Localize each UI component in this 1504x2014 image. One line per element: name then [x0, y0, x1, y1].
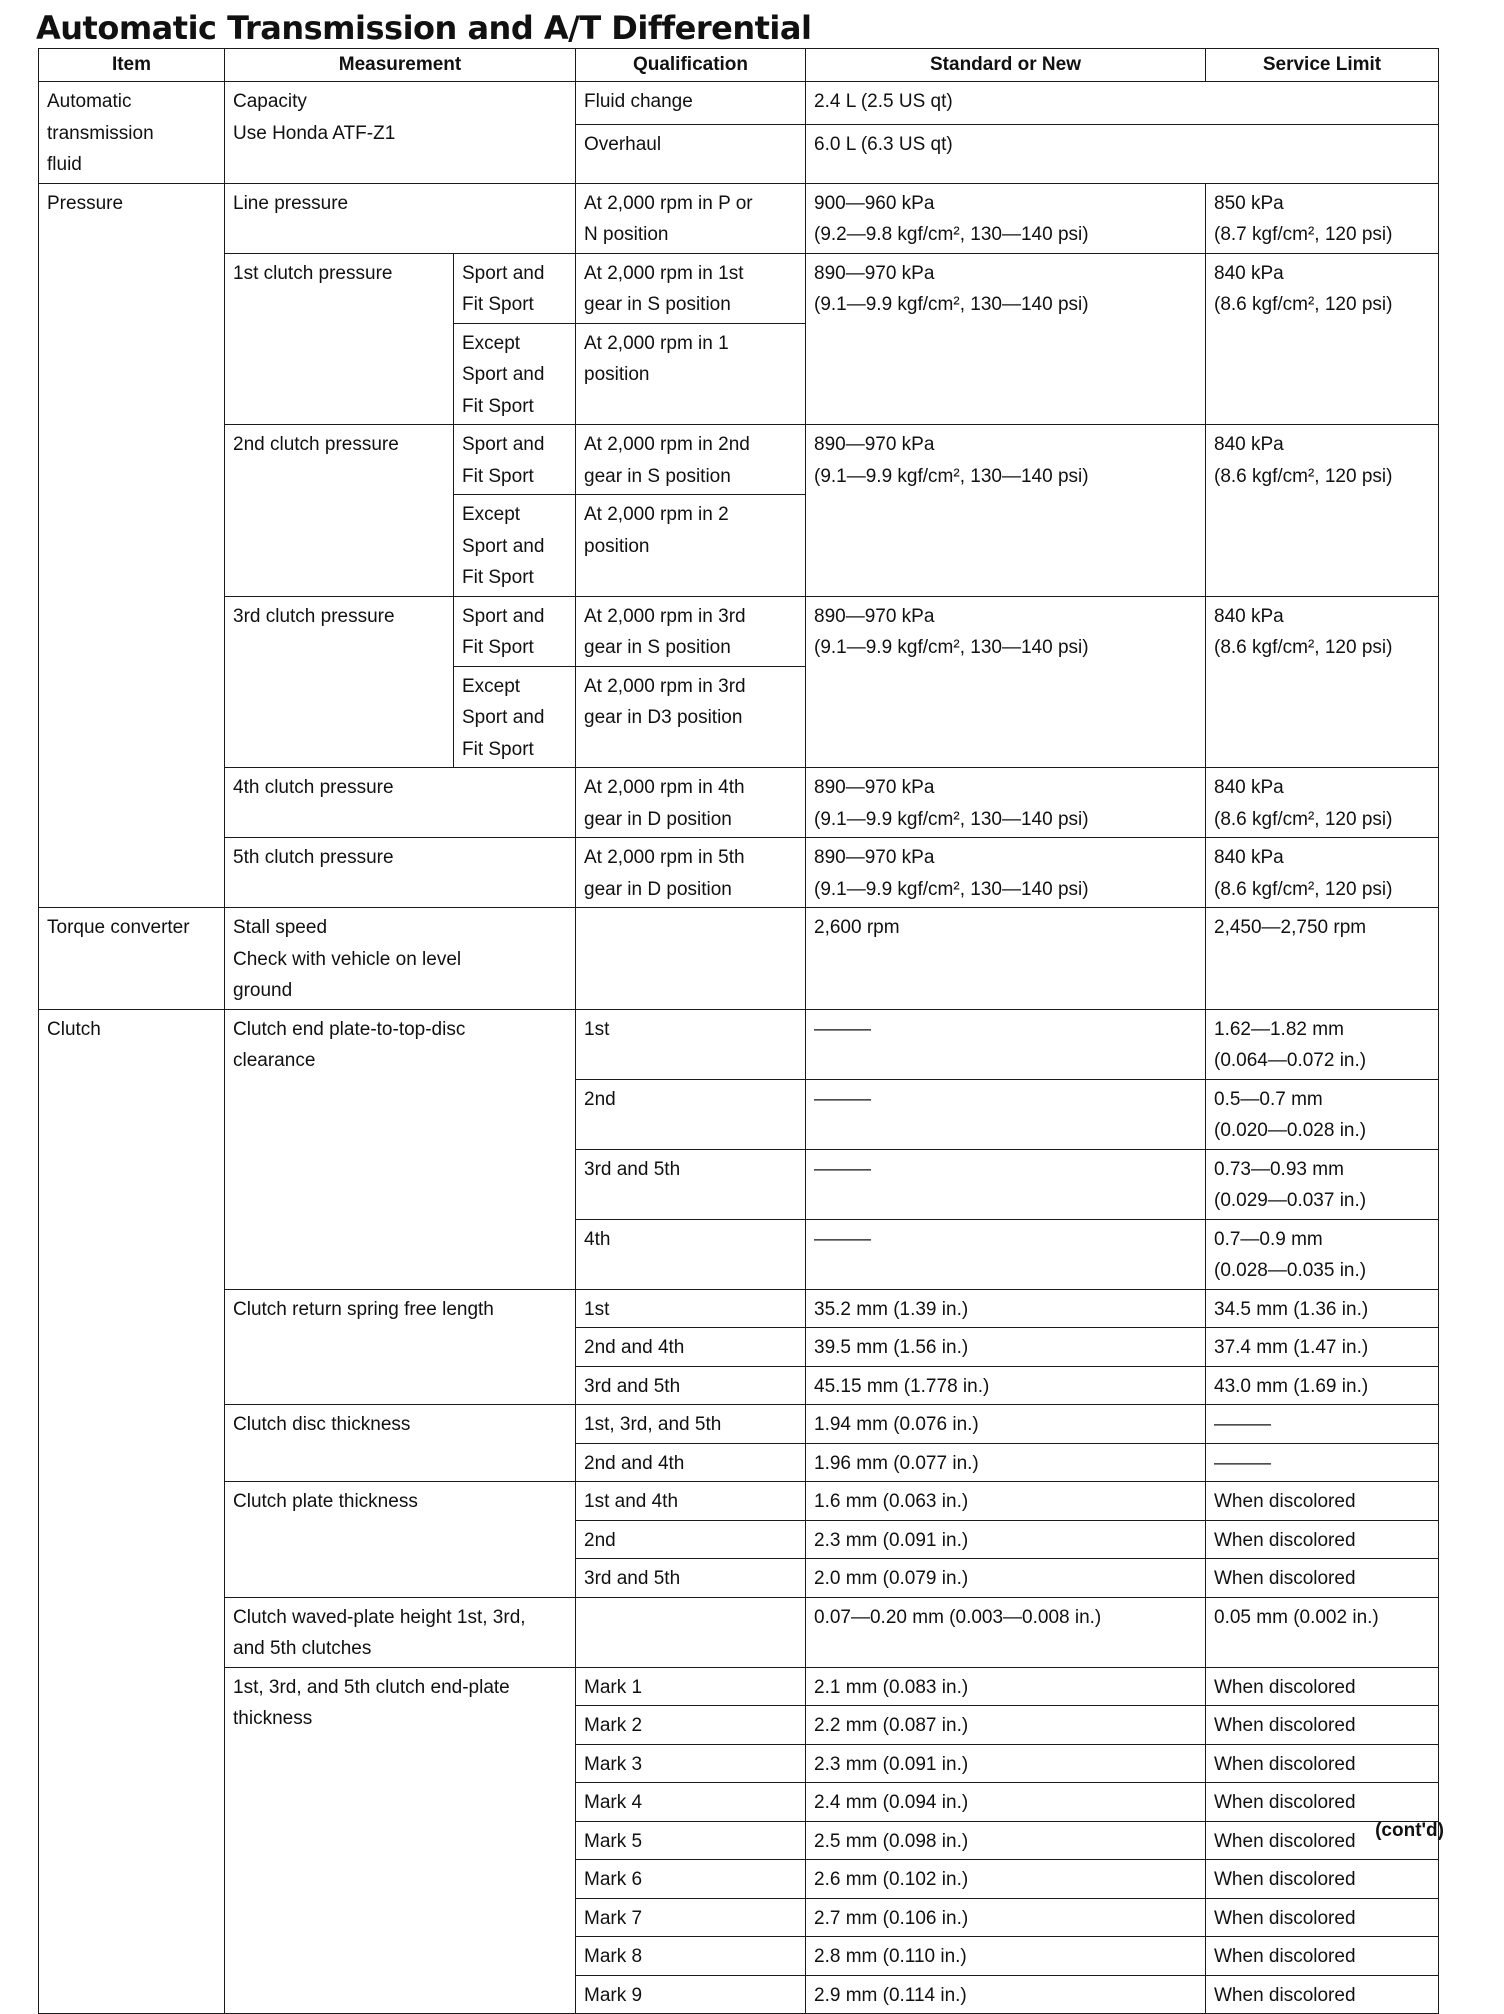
item-cell: Pressure [39, 183, 225, 908]
service-limit-cell: 2,450—2,750 rpm [1206, 908, 1439, 1010]
qualification-cell: 2nd and 4th [576, 1443, 806, 1482]
model-cell: Except Sport and Fit Sport [454, 495, 576, 597]
service-limit-cell: 840 kPa (8.6 kgf/cm², 120 psi) [1206, 838, 1439, 908]
service-limit-cell: When discolored [1206, 1898, 1439, 1937]
standard-cell: 890—970 kPa (9.1—9.9 kgf/cm², 130—140 psi) [806, 596, 1206, 768]
qualification-cell: At 2,000 rpm in 5th gear in D position [576, 838, 806, 908]
header-item: Item [39, 49, 225, 82]
qualification-cell: Mark 1 [576, 1667, 806, 1706]
standard-cell: 2.8 mm (0.110 in.) [806, 1937, 1206, 1976]
qualification-cell: At 2,000 rpm in 1st gear in S position [576, 253, 806, 323]
table-row [39, 1482, 1439, 1521]
measurement-cell: Clutch plate thickness [225, 1482, 576, 1598]
service-limit-cell: 850 kPa (8.7 kgf/cm², 120 psi) [1206, 183, 1439, 253]
standard-cell: 2.4 L (2.5 US qt) [806, 82, 1439, 125]
table-row [39, 253, 1439, 323]
measurement-cell: Clutch return spring free length [225, 1289, 576, 1405]
standard-cell: ——— [806, 1149, 1206, 1219]
service-limit-cell: 0.05 mm (0.002 in.) [1206, 1597, 1439, 1667]
standard-cell: 2.3 mm (0.091 in.) [806, 1744, 1206, 1783]
service-limit-cell: ——— [1206, 1405, 1439, 1444]
qualification-cell [576, 908, 806, 1010]
service-limit-cell: 840 kPa (8.6 kgf/cm², 120 psi) [1206, 768, 1439, 838]
service-limit-cell: When discolored [1206, 1860, 1439, 1899]
measurement-cell: Capacity Use Honda ATF-Z1 [225, 82, 576, 184]
standard-cell: 1.94 mm (0.076 in.) [806, 1405, 1206, 1444]
qualification-cell: At 2,000 rpm in P or N position [576, 183, 806, 253]
service-limit-cell: 37.4 mm (1.47 in.) [1206, 1328, 1439, 1367]
standard-cell: 35.2 mm (1.39 in.) [806, 1289, 1206, 1328]
table-row [39, 1405, 1439, 1444]
standard-cell: ——— [806, 1009, 1206, 1079]
qualification-cell: At 2,000 rpm in 3rd gear in S position [576, 596, 806, 666]
qualification-cell: At 2,000 rpm in 2 position [576, 495, 806, 597]
service-limit-cell: When discolored [1206, 1821, 1439, 1860]
measurement-cell: 2nd clutch pressure [225, 425, 454, 597]
header-standard: Standard or New [806, 49, 1206, 82]
qualification-cell: Mark 4 [576, 1783, 806, 1822]
service-limit-cell: 0.7—0.9 mm (0.028—0.035 in.) [1206, 1219, 1439, 1289]
standard-cell: 2.4 mm (0.094 in.) [806, 1783, 1206, 1822]
qualification-cell: Mark 8 [576, 1937, 806, 1976]
service-limit-cell: When discolored [1206, 1783, 1439, 1822]
service-limit-cell: When discolored [1206, 1744, 1439, 1783]
standard-cell: 2.6 mm (0.102 in.) [806, 1860, 1206, 1899]
model-cell: Except Sport and Fit Sport [454, 666, 576, 768]
qualification-cell: Mark 9 [576, 1975, 806, 2014]
measurement-cell: Clutch disc thickness [225, 1405, 576, 1482]
qualification-cell: Mark 3 [576, 1744, 806, 1783]
standard-cell: 890—970 kPa (9.1—9.9 kgf/cm², 130—140 psi) [806, 838, 1206, 908]
qualification-cell: Fluid change [576, 82, 806, 125]
table-row [39, 768, 1439, 838]
header-qualification: Qualification [576, 49, 806, 82]
measurement-cell: Clutch waved-plate height 1st, 3rd, and 5th clutches [225, 1597, 576, 1667]
service-limit-cell: ——— [1206, 1443, 1439, 1482]
qualification-cell [576, 1597, 806, 1667]
table-row [39, 183, 1439, 253]
qualification-cell: At 2,000 rpm in 4th gear in D position [576, 768, 806, 838]
standard-cell: 1.96 mm (0.077 in.) [806, 1443, 1206, 1482]
qualification-cell: 4th [576, 1219, 806, 1289]
standard-cell: 890—970 kPa (9.1—9.9 kgf/cm², 130—140 psi) [806, 425, 1206, 597]
table-row [39, 1009, 1439, 1079]
table-row [39, 1289, 1439, 1328]
standard-cell: 2.0 mm (0.079 in.) [806, 1559, 1206, 1598]
qualification-cell: At 2,000 rpm in 2nd gear in S position [576, 425, 806, 495]
standard-cell: 2,600 rpm [806, 908, 1206, 1010]
item-cell: Torque converter [39, 908, 225, 1010]
qualification-cell: At 2,000 rpm in 1 position [576, 323, 806, 425]
qualification-cell: At 2,000 rpm in 3rd gear in D3 position [576, 666, 806, 768]
standard-cell: 0.07—0.20 mm (0.003—0.008 in.) [806, 1597, 1206, 1667]
service-limit-cell: When discolored [1206, 1975, 1439, 2014]
measurement-cell: Line pressure [225, 183, 576, 253]
service-limit-cell: 1.62—1.82 mm (0.064—0.072 in.) [1206, 1009, 1439, 1079]
measurement-cell: 3rd clutch pressure [225, 596, 454, 768]
table-header-row [39, 49, 1439, 82]
standard-cell: 890—970 kPa (9.1—9.9 kgf/cm², 130—140 psi) [806, 768, 1206, 838]
standard-cell: 2.2 mm (0.087 in.) [806, 1706, 1206, 1745]
table-row [39, 596, 1439, 666]
model-cell: Sport and Fit Sport [454, 425, 576, 495]
standard-cell: 2.9 mm (0.114 in.) [806, 1975, 1206, 2014]
page-title: Automatic Transmission and A/T Differential [36, 9, 812, 47]
qualification-cell: Mark 7 [576, 1898, 806, 1937]
standard-cell: 39.5 mm (1.56 in.) [806, 1328, 1206, 1367]
table-row [39, 1597, 1439, 1667]
table-row [39, 425, 1439, 495]
service-limit-cell: 840 kPa (8.6 kgf/cm², 120 psi) [1206, 425, 1439, 597]
standard-cell: 2.1 mm (0.083 in.) [806, 1667, 1206, 1706]
service-limit-cell: 0.5—0.7 mm (0.020—0.028 in.) [1206, 1079, 1439, 1149]
qualification-cell: 3rd and 5th [576, 1149, 806, 1219]
service-limit-cell: 43.0 mm (1.69 in.) [1206, 1366, 1439, 1405]
qualification-cell: Overhaul [576, 125, 806, 183]
standard-cell: 1.6 mm (0.063 in.) [806, 1482, 1206, 1521]
qualification-cell: 1st [576, 1009, 806, 1079]
model-cell: Except Sport and Fit Sport [454, 323, 576, 425]
qualification-cell: Mark 5 [576, 1821, 806, 1860]
qualification-cell: 1st [576, 1289, 806, 1328]
standard-cell: ——— [806, 1219, 1206, 1289]
service-limit-cell: 840 kPa (8.6 kgf/cm², 120 psi) [1206, 253, 1439, 425]
item-cell: Clutch [39, 1009, 225, 2014]
service-limit-cell: When discolored [1206, 1667, 1439, 1706]
standard-cell: 2.3 mm (0.091 in.) [806, 1520, 1206, 1559]
qualification-cell: 3rd and 5th [576, 1366, 806, 1405]
model-cell: Sport and Fit Sport [454, 596, 576, 666]
standard-cell: 6.0 L (6.3 US qt) [806, 125, 1439, 183]
table-row [39, 1667, 1439, 1706]
measurement-cell: 1st, 3rd, and 5th clutch end-plate thickness [225, 1667, 576, 2014]
qualification-cell: 3rd and 5th [576, 1559, 806, 1598]
table-row [39, 908, 1439, 1010]
service-limit-cell: 0.73—0.93 mm (0.029—0.037 in.) [1206, 1149, 1439, 1219]
table-row [39, 82, 1439, 125]
header-service-limit: Service Limit [1206, 49, 1439, 82]
qualification-cell: 2nd [576, 1079, 806, 1149]
measurement-cell: 1st clutch pressure [225, 253, 454, 425]
table-row [39, 838, 1439, 908]
header-measurement: Measurement [225, 49, 576, 82]
service-limit-cell: 840 kPa (8.6 kgf/cm², 120 psi) [1206, 596, 1439, 768]
qualification-cell: 2nd and 4th [576, 1328, 806, 1367]
qualification-cell: 1st, 3rd, and 5th [576, 1405, 806, 1444]
measurement-cell: Clutch end plate-to-top-disc clearance [225, 1009, 576, 1289]
service-limit-cell: When discolored [1206, 1559, 1439, 1598]
standard-cell: 2.7 mm (0.106 in.) [806, 1898, 1206, 1937]
measurement-cell: Stall speed Check with vehicle on level ground [225, 908, 576, 1010]
measurement-cell: 4th clutch pressure [225, 768, 576, 838]
qualification-cell: Mark 2 [576, 1706, 806, 1745]
table-body [39, 82, 1439, 2014]
qualification-cell: Mark 6 [576, 1860, 806, 1899]
standard-cell: ——— [806, 1079, 1206, 1149]
service-limit-cell: When discolored [1206, 1937, 1439, 1976]
service-limit-cell: When discolored [1206, 1706, 1439, 1745]
qualification-cell: 1st and 4th [576, 1482, 806, 1521]
standard-cell: 890—970 kPa (9.1—9.9 kgf/cm², 130—140 psi) [806, 253, 1206, 425]
measurement-cell: 5th clutch pressure [225, 838, 576, 908]
service-limit-cell: When discolored [1206, 1482, 1439, 1521]
service-limit-cell: 34.5 mm (1.36 in.) [1206, 1289, 1439, 1328]
qualification-cell: 2nd [576, 1520, 806, 1559]
continued-note: (cont'd) [1375, 1820, 1444, 1841]
model-cell: Sport and Fit Sport [454, 253, 576, 323]
standard-cell: 2.5 mm (0.098 in.) [806, 1821, 1206, 1860]
standard-cell: 45.15 mm (1.778 in.) [806, 1366, 1206, 1405]
spec-table [38, 48, 1439, 2014]
item-cell: Automatic transmission fluid [39, 82, 225, 184]
service-limit-cell: When discolored [1206, 1520, 1439, 1559]
standard-cell: 900—960 kPa (9.2—9.8 kgf/cm², 130—140 psi) [806, 183, 1206, 253]
